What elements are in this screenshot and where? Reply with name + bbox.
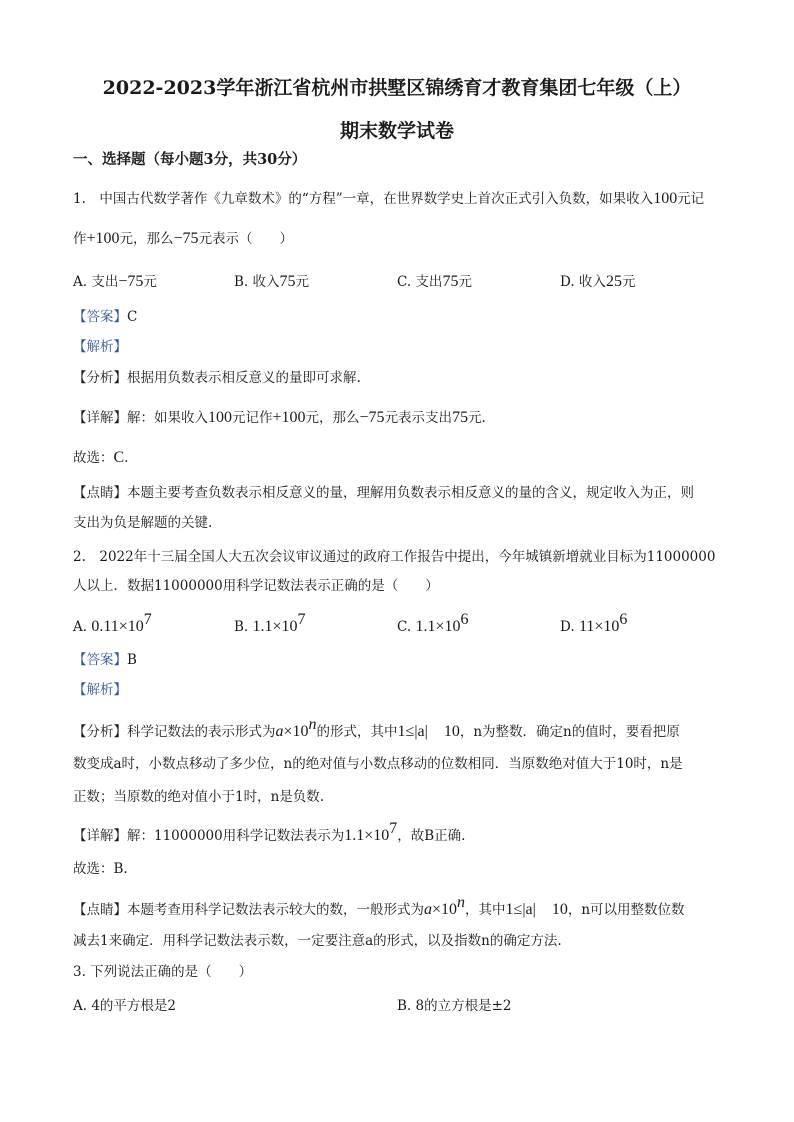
fenxi-tag: 【分析】 xyxy=(73,370,127,386)
option-exp: 7 xyxy=(143,611,152,628)
q1-option-c xyxy=(397,272,472,292)
comment-tag: 【点睛】 xyxy=(73,902,127,918)
detail-tag: 【详解】 xyxy=(73,828,127,844)
detail-text: 元表示支出 xyxy=(384,410,453,426)
fenxi-text: ，n为整数．确定n的值时，要看把原 xyxy=(459,724,680,740)
answer-value: B xyxy=(127,652,137,668)
detail-text: 元. xyxy=(468,410,486,426)
option-label: D. xyxy=(560,619,575,635)
comment-text: 本题主要考查负数表示相反意义的量，理解用负数表示相反意义的量的含义，规定收入为正，则 xyxy=(127,485,694,501)
q1-comment-line2: 支出为负是解题的关键. xyxy=(73,515,213,531)
page-title: 2022-2023学年浙江省杭州市拱墅区锦绣育才教育集团七年级（上） xyxy=(102,77,692,99)
option-base: 1.1×10 xyxy=(252,618,298,635)
form-times: ×10 xyxy=(283,723,309,740)
q2-option-a xyxy=(73,611,152,637)
detail-exp: 7 xyxy=(389,820,398,837)
detail-text: 解：11000000用科学记数法表示为 xyxy=(127,828,345,844)
q2-fenxi-line1 xyxy=(73,716,680,742)
q1-stem-line1 xyxy=(73,189,704,209)
q1-stem-text: 元表示（ ） xyxy=(198,231,294,247)
q2-stem-line2: 人以上．数据11000000用科学记数法表示正确的是（ ） xyxy=(73,578,439,594)
option-value: 25 xyxy=(605,273,622,290)
form-range: 1≤|a| 10 xyxy=(397,723,460,740)
answer-value: C xyxy=(127,309,138,325)
option-label: C. xyxy=(397,619,412,635)
q1-option-a xyxy=(73,272,157,292)
q1-stem-text-end: 元记 xyxy=(677,191,705,207)
option-exp: 6 xyxy=(619,611,628,628)
detail-text: 元，那么 xyxy=(305,410,360,426)
form-a: a xyxy=(424,901,432,918)
q1-fenxi xyxy=(73,368,361,388)
option-label: B. xyxy=(234,619,249,635)
section-heading: 一、选择题（每小题3分，共30分） xyxy=(73,151,307,168)
detail-math: +100 xyxy=(272,409,306,426)
comment-text: ，n可以用整数位数 xyxy=(567,902,685,918)
q2-option-c xyxy=(397,611,469,637)
option-label: C. 支出 xyxy=(397,274,443,290)
q1-analysis-tag xyxy=(73,337,127,357)
analysis-tag: 【解析】 xyxy=(73,682,127,698)
q2-option-d xyxy=(560,611,628,637)
detail-text: ，故B正确. xyxy=(397,828,466,844)
q2-detail xyxy=(73,820,466,846)
option-unit: 元 xyxy=(295,274,310,290)
q2-comment-line2: 减去1来确定．用科学记数法表示数，一定要注意a的形式，以及指数n的确定方法. xyxy=(73,933,562,949)
option-base: 0.11×10 xyxy=(91,618,144,635)
detail-math: 100 xyxy=(208,409,232,426)
fenxi-tag: 【分析】 xyxy=(73,724,127,740)
detail-math: −75 xyxy=(359,409,385,426)
q2-option-b xyxy=(234,611,306,637)
fenxi-text: 科学记数法的表示形式为 xyxy=(127,724,276,740)
q1-minus-75: −75 xyxy=(173,230,199,247)
q3-option-b: B. 8的立方根是±2 xyxy=(397,998,512,1014)
q2-choose: 故选：B. xyxy=(73,861,128,877)
option-base: 11×10 xyxy=(578,618,620,635)
q1-option-b xyxy=(234,272,309,292)
choose-text: 故选： xyxy=(73,450,114,466)
q1-stem-text: 作 xyxy=(73,231,87,247)
comment-text: 本题考查用科学记数法表示较大的数，一般形式为 xyxy=(127,902,424,918)
choose-value: C xyxy=(113,449,125,466)
q2-answer xyxy=(73,650,137,670)
comment-text: ，其中 xyxy=(465,902,506,918)
detail-text: 解：如果收入 xyxy=(127,410,208,426)
answer-tag: 【答案】 xyxy=(73,652,127,668)
option-value: 75 xyxy=(442,273,459,290)
q2-stem-line1: 2. 2022年十三届全国人大五次会议审议通过的政府工作报告中提出，今年城镇新增就业目标为11000000 xyxy=(73,549,716,565)
q2-fenxi-line2: 数变成a时，小数点移动了多少位，n的绝对值与小数点移动的位数相同．当原数绝对值大于10时，n是 xyxy=(73,756,683,772)
option-exp: 6 xyxy=(460,611,469,628)
q2-analysis-tag xyxy=(73,680,127,700)
option-base: 1.1×10 xyxy=(415,618,461,635)
form-range: 1≤|a| 10 xyxy=(505,901,568,918)
option-exp: 7 xyxy=(297,611,306,628)
q3-stem: 3. 下列说法正确的是（ ） xyxy=(73,964,253,980)
option-unit: 元 xyxy=(143,274,157,290)
page-subtitle: 期末数学试卷 xyxy=(339,120,454,142)
option-label: A. 支出 xyxy=(73,274,119,290)
form-times: ×10 xyxy=(432,901,458,918)
q1-plus-100: +100 xyxy=(86,230,120,247)
option-unit: 元 xyxy=(458,274,472,290)
q2-comment-line1 xyxy=(73,894,685,920)
q1-choose xyxy=(73,448,128,468)
form-a: a xyxy=(275,723,284,740)
detail-text: 元记作 xyxy=(232,410,273,426)
option-unit: 元 xyxy=(621,274,636,290)
q1-stem-line2 xyxy=(73,229,293,249)
option-label: D. 收入 xyxy=(560,274,606,290)
choose-end: . xyxy=(124,450,129,466)
option-value: 75 xyxy=(279,273,296,290)
option-value: −75 xyxy=(118,273,144,290)
detail-tag: 【详解】 xyxy=(73,410,127,426)
fenxi-text: 根据用负数表示相反意义的量即可求解. xyxy=(127,370,361,386)
fenxi-text: 的形式，其中 xyxy=(316,724,398,740)
form-n: n xyxy=(457,894,466,911)
q1-num-100: 100 xyxy=(653,190,678,207)
q1-answer xyxy=(73,307,137,327)
q1-comment-line1 xyxy=(73,483,694,503)
analysis-tag: 【解析】 xyxy=(73,339,127,355)
detail-math: 75 xyxy=(452,409,469,426)
q1-stem-text: 1. 中国古代数学著作《九章数术》的“方程”一章，在世界数学史上首次正式引入负数，如果收入 xyxy=(73,191,654,207)
comment-tag: 【点睛】 xyxy=(73,485,127,501)
q1-stem-text: 元，那么 xyxy=(119,231,174,247)
option-label: A. xyxy=(73,619,88,635)
option-label: B. 收入 xyxy=(234,274,280,290)
q2-fenxi-line3: 正数；当原数的绝对值小于1时，n是负数. xyxy=(73,789,325,805)
detail-base: 1.1×10 xyxy=(344,827,390,844)
q1-detail xyxy=(73,408,486,428)
q3-option-a: A. 4的平方根是2 xyxy=(73,998,177,1014)
form-n: n xyxy=(308,716,317,733)
q1-option-d xyxy=(560,272,635,292)
answer-tag: 【答案】 xyxy=(73,309,127,325)
